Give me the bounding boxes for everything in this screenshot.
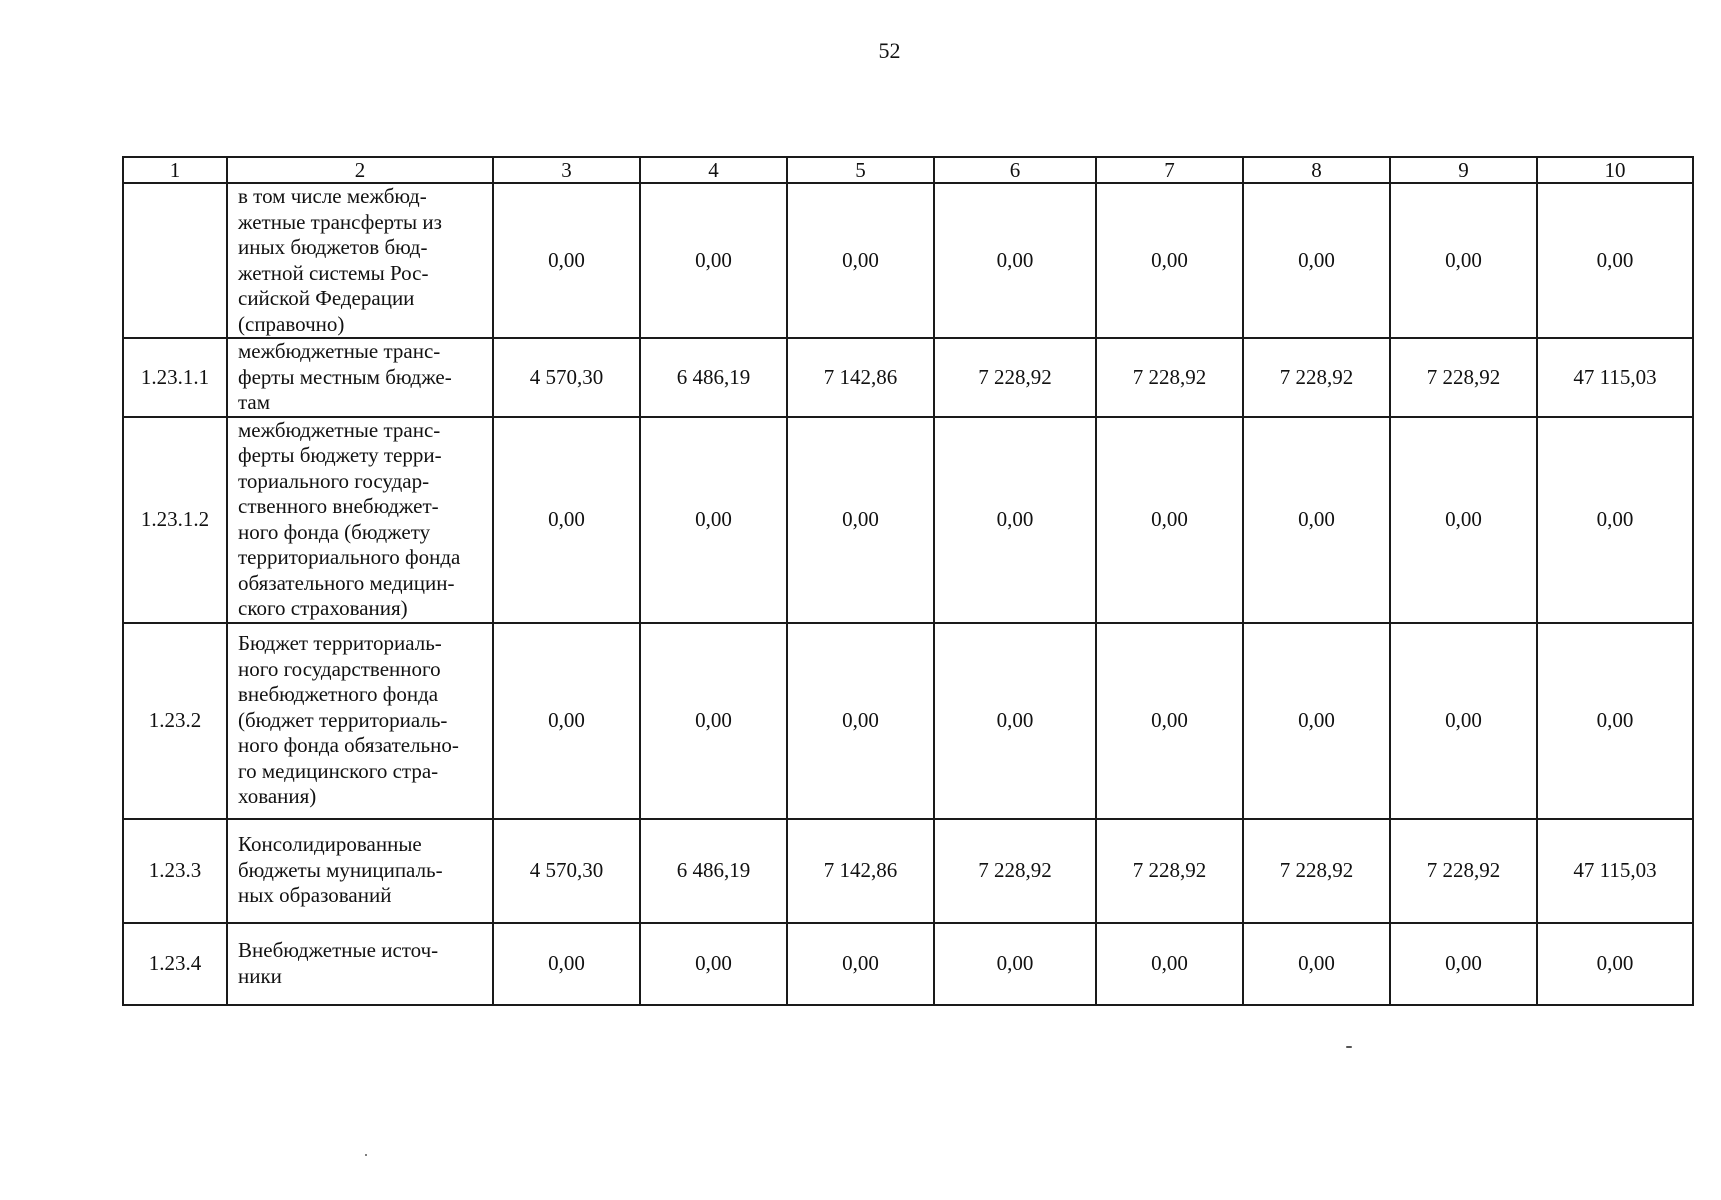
value-cell: 7 228,92: [1096, 819, 1243, 923]
value-cell: 0,00: [934, 623, 1096, 819]
table-row: [123, 417, 1693, 623]
value-cell: 0,00: [640, 417, 787, 623]
value-cell: 7 228,92: [1390, 819, 1537, 923]
value-cell: 7 228,92: [934, 338, 1096, 417]
value-cell: 7 228,92: [934, 819, 1096, 923]
value-cell: 0,00: [787, 623, 934, 819]
header-cell: 3: [493, 157, 640, 183]
value-cell: 0,00: [1096, 417, 1243, 623]
row-code-cell: 1.23.1.2: [123, 417, 227, 623]
header-cell: 9: [1390, 157, 1537, 183]
value-cell: 0,00: [640, 183, 787, 338]
row-code-cell: [123, 183, 227, 338]
value-cell: 7 228,92: [1390, 338, 1537, 417]
value-cell: 4 570,30: [493, 819, 640, 923]
value-cell: 0,00: [1537, 623, 1693, 819]
value-cell: 0,00: [787, 923, 934, 1005]
row-name-cell: межбюджетные транс- ферты местным бюдже- там: [227, 338, 493, 417]
page-number: 52: [878, 38, 901, 63]
header-cell: 4: [640, 157, 787, 183]
value-cell: 0,00: [1096, 623, 1243, 819]
value-cell: 4 570,30: [493, 338, 640, 417]
table-row: [123, 183, 1693, 338]
value-cell: 0,00: [787, 417, 934, 623]
value-cell: 0,00: [493, 183, 640, 338]
value-cell: 7 228,92: [1243, 338, 1390, 417]
header-cell: 1: [123, 157, 227, 183]
value-cell: 0,00: [1390, 623, 1537, 819]
value-cell: 6 486,19: [640, 819, 787, 923]
header-cell: 5: [787, 157, 934, 183]
header-row: [123, 157, 1693, 183]
budget-table: [122, 156, 1694, 1006]
table-row: [123, 923, 1693, 1005]
value-cell: 0,00: [1243, 183, 1390, 338]
value-cell: 7 142,86: [787, 338, 934, 417]
row-code-cell: 1.23.2: [123, 623, 227, 819]
header-cell: 10: [1537, 157, 1693, 183]
value-cell: 0,00: [1537, 183, 1693, 338]
value-cell: 0,00: [1390, 183, 1537, 338]
value-cell: 0,00: [493, 623, 640, 819]
value-cell: 0,00: [934, 923, 1096, 1005]
header-cell: 2: [227, 157, 493, 183]
row-name-cell: Бюджет территориаль- ного государственного внебюджетного фонда (бюджет территориаль- ного фонда обязательно- го медицинского стра- хования): [227, 623, 493, 819]
table-row: [123, 338, 1693, 417]
value-cell: 0,00: [493, 417, 640, 623]
value-cell: 6 486,19: [640, 338, 787, 417]
value-cell: 47 115,03: [1537, 819, 1693, 923]
scan-speck: [1346, 1046, 1352, 1048]
value-cell: 0,00: [1096, 923, 1243, 1005]
row-code-cell: 1.23.1.1: [123, 338, 227, 417]
value-cell: 0,00: [1096, 183, 1243, 338]
value-cell: 0,00: [640, 623, 787, 819]
value-cell: 0,00: [1390, 923, 1537, 1005]
row-name-cell: Внебюджетные источ- ники: [227, 923, 493, 1005]
value-cell: 7 228,92: [1243, 819, 1390, 923]
row-code-cell: 1.23.4: [123, 923, 227, 1005]
value-cell: 0,00: [1390, 417, 1537, 623]
value-cell: 0,00: [1537, 417, 1693, 623]
value-cell: 0,00: [1243, 923, 1390, 1005]
value-cell: 0,00: [934, 417, 1096, 623]
value-cell: 0,00: [1243, 623, 1390, 819]
value-cell: 0,00: [1537, 923, 1693, 1005]
value-cell: 0,00: [640, 923, 787, 1005]
value-cell: 0,00: [787, 183, 934, 338]
value-cell: 0,00: [934, 183, 1096, 338]
value-cell: 47 115,03: [1537, 338, 1693, 417]
row-name-cell: в том числе межбюд- жетные трансферты из иных бюджетов бюд- жетной системы Рос- сийской Федерации (справочно): [227, 183, 493, 338]
value-cell: 0,00: [1243, 417, 1390, 623]
scan-speck: [365, 1154, 367, 1156]
row-name-cell: Консолидированные бюджеты муниципаль- ных образований: [227, 819, 493, 923]
row-name-cell: межбюджетные транс- ферты бюджету терри- ториального государ- ственного внебюджет- ного фонда (бюджету территориального фонда обязательного медицин- ского страхования): [227, 417, 493, 623]
table-row: [123, 819, 1693, 923]
header-cell: 7: [1096, 157, 1243, 183]
value-cell: 7 228,92: [1096, 338, 1243, 417]
value-cell: 0,00: [493, 923, 640, 1005]
table-row: [123, 623, 1693, 819]
header-cell: 6: [934, 157, 1096, 183]
header-cell: 8: [1243, 157, 1390, 183]
value-cell: 7 142,86: [787, 819, 934, 923]
row-code-cell: 1.23.3: [123, 819, 227, 923]
